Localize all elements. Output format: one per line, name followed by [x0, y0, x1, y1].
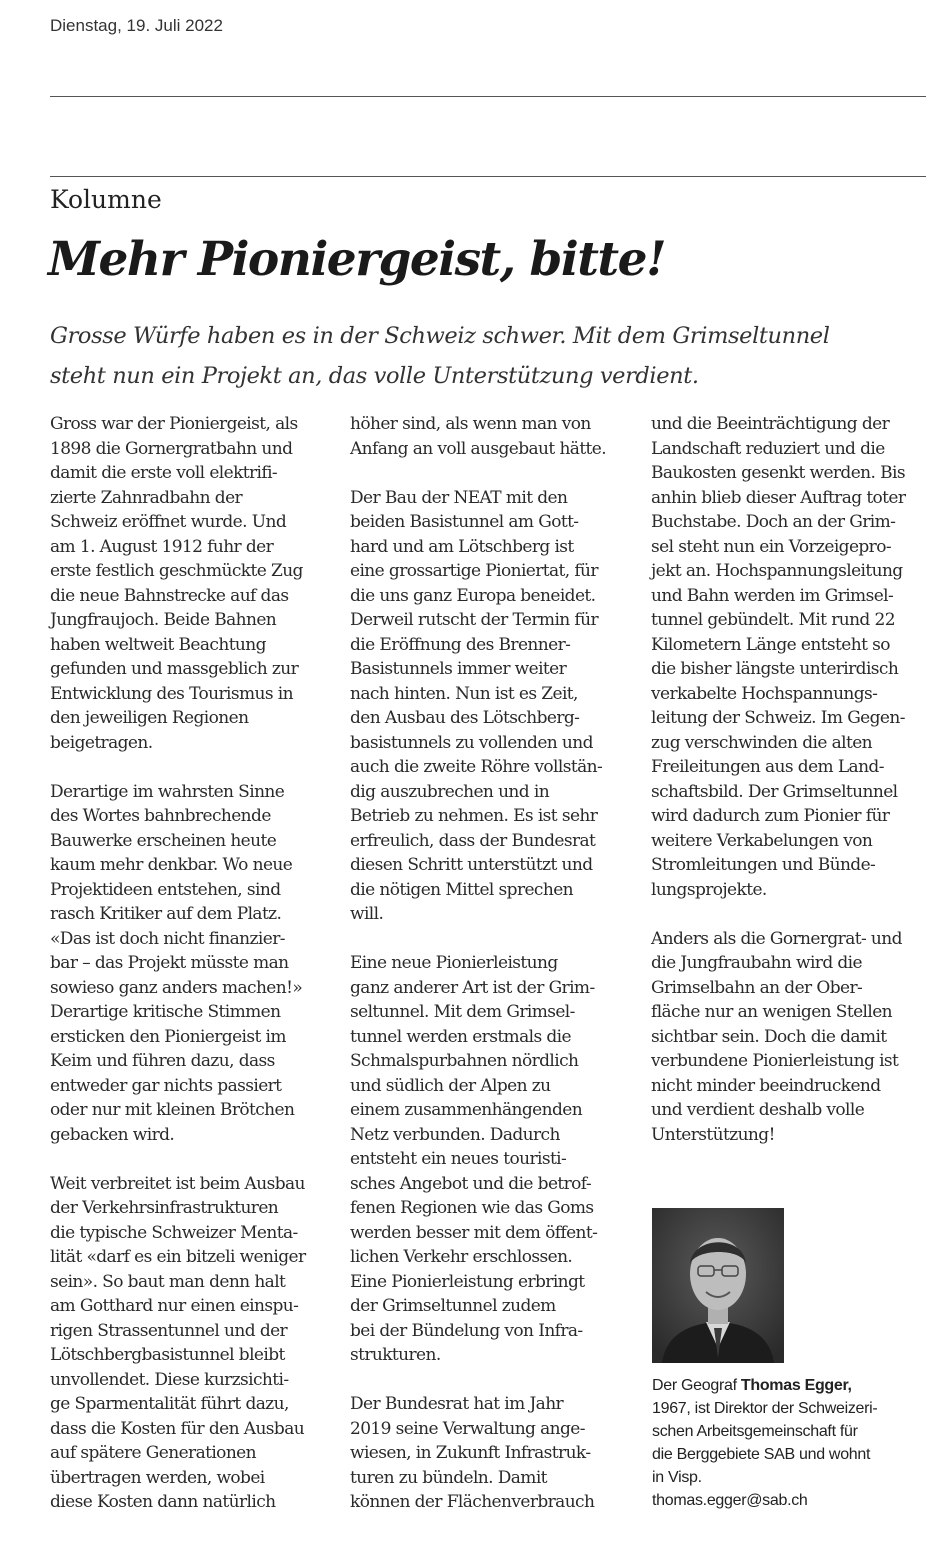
- body-line: die uns ganz Europa beneidet.: [350, 585, 596, 606]
- body-line: am Gotthard nur einen einspu-: [50, 1296, 299, 1316]
- article-paragraph: [50, 780, 330, 1148]
- body-line: Eine Pionierleistung erbringt: [350, 1271, 585, 1292]
- body-line: werden besser mit dem öffent-: [350, 1222, 598, 1243]
- body-line: Grimselbahn an der Ober-: [651, 977, 863, 998]
- body-line: hard und am Lötschberg ist: [350, 536, 574, 557]
- body-line: Unterstützung!: [651, 1124, 775, 1145]
- body-line: anhin blieb dieser Auftrag toter: [651, 487, 906, 508]
- body-line: gebacken wird.: [50, 1124, 175, 1145]
- bio-line: die Berggebiete SAB und wohnt: [652, 1446, 871, 1463]
- body-line: fenen Regionen wie das Goms: [350, 1198, 594, 1218]
- body-line: Entwicklung des Tourismus in: [50, 683, 293, 704]
- body-line: fläche nur an wenigen Stellen: [651, 1002, 893, 1022]
- article-paragraph: [651, 412, 926, 902]
- body-line: dig auszubrechen und in: [350, 781, 550, 802]
- body-line: will.: [350, 904, 384, 924]
- body-line: zug verschwinden die alten: [651, 732, 873, 753]
- publication-date: Dienstag, 19. Juli 2022: [50, 16, 223, 35]
- body-line: seltunnel. Mit dem Grimsel-: [350, 1002, 575, 1022]
- body-line: die bisher längste unterirdisch: [651, 659, 899, 679]
- body-line: den jeweiligen Regionen: [50, 708, 249, 728]
- body-line: tunnel gebündelt. Mit rund 22: [651, 610, 895, 630]
- body-line: die Eröffnung des Brenner-: [350, 634, 571, 655]
- body-line: einem zusammenhängenden: [350, 1100, 583, 1120]
- article-paragraph: [50, 412, 330, 755]
- bio-line: [652, 1374, 926, 1397]
- body-line: Kilometern Länge entsteht so: [651, 634, 890, 655]
- body-line: und Bahn werden im Grimsel-: [651, 585, 894, 606]
- body-line: nicht minder beeindruckend: [651, 1075, 881, 1096]
- article-headline: Mehr Pioniergeist, bitte!: [48, 232, 666, 287]
- body-line: übertragen werden, wobei: [50, 1467, 265, 1488]
- body-line: diesen Schritt unterstützt und: [350, 855, 593, 875]
- body-line: verkabelte Hochspannungs-: [651, 683, 878, 704]
- author-name: Thomas Egger,: [740, 1377, 852, 1394]
- article-column-1: [50, 412, 330, 1539]
- body-line: Schweiz eröffnet wurde. Und: [50, 512, 287, 532]
- body-line: damit die erste voll elektrifi-: [50, 463, 278, 483]
- body-line: rigen Strassentunnel und der: [50, 1320, 288, 1341]
- section-kicker: Kolumne: [50, 185, 162, 214]
- article-paragraph: [350, 412, 625, 461]
- body-line: der Verkehrsinfrastrukturen: [50, 1198, 279, 1218]
- body-line: Der Bundesrat hat im Jahr: [350, 1394, 564, 1414]
- body-line: leitung der Schweiz. Im Gegen-: [651, 708, 905, 728]
- body-line: wiesen, in Zukunft Infrastruk-: [350, 1443, 591, 1463]
- body-line: Bauwerke erscheinen heute: [50, 830, 277, 851]
- body-line: lungsprojekte.: [651, 879, 767, 900]
- body-line: rasch Kritiker auf dem Platz.: [50, 904, 282, 924]
- body-line: Eine neue Pionierleistung: [350, 953, 558, 973]
- body-line: Schmalspurbahnen nördlich: [350, 1051, 579, 1071]
- body-line: die typische Schweizer Menta-: [50, 1222, 298, 1243]
- author-email[interactable]: thomas.egger@sab.ch: [652, 1492, 808, 1509]
- body-line: oder nur mit kleinen Brötchen: [50, 1100, 295, 1120]
- body-line: unvollendet. Diese kurzsichti-: [50, 1369, 289, 1390]
- body-line: Freileitungen aus dem Land-: [651, 757, 884, 777]
- body-line: Gross war der Pioniergeist, als: [50, 414, 298, 434]
- author-portrait: [652, 1208, 784, 1363]
- body-line: gefunden und massgeblich zur: [50, 659, 299, 679]
- body-line: entsteht ein neues touristi-: [350, 1149, 567, 1169]
- body-line: und verdient deshalb volle: [651, 1100, 865, 1120]
- body-line: eine grossartige Pioniertat, für: [350, 561, 598, 581]
- body-line: die neue Bahnstrecke auf das: [50, 585, 289, 606]
- body-line: 1898 die Gornergratbahn und: [50, 438, 293, 459]
- body-line: Buchstabe. Doch an der Grim-: [651, 512, 896, 532]
- body-line: bar – das Projekt müsste man: [50, 953, 289, 973]
- top-divider: [50, 96, 926, 97]
- body-line: zierte Zahnradbahn der: [50, 487, 243, 508]
- body-line: entweder gar nichts passiert: [50, 1075, 282, 1096]
- body-line: sowieso ganz anders machen!»: [50, 977, 303, 998]
- body-line: beiden Basistunnel am Gott-: [350, 512, 579, 532]
- body-line: «Das ist doch nicht finanzier-: [50, 928, 285, 949]
- body-line: Derweil rutscht der Termin für: [350, 610, 598, 630]
- body-line: bei der Bündelung von Infra-: [350, 1320, 583, 1341]
- body-line: die nötigen Mittel sprechen: [350, 879, 574, 900]
- lead-line: Grosse Würfe haben es in der Schweiz schwer. Mit dem Grimseltunnel: [50, 323, 830, 349]
- body-line: Derartige kritische Stimmen: [50, 1002, 281, 1022]
- body-line: die Jungfraubahn wird die: [651, 953, 862, 973]
- body-line: des Wortes bahnbrechende: [50, 806, 271, 826]
- author-bio: [652, 1374, 926, 1512]
- body-line: können der Flächenverbrauch: [350, 1492, 595, 1512]
- body-line: erste festlich geschmückte Zug: [50, 561, 303, 581]
- article-paragraph: [350, 951, 625, 1368]
- article-paragraph: [350, 486, 625, 927]
- bio-line: schen Arbeitsgemeinschaft für: [652, 1423, 858, 1440]
- body-line: Der Bau der NEAT mit den: [350, 487, 568, 508]
- body-line: tunnel werden erstmals die: [350, 1026, 571, 1047]
- bio-line: 1967, ist Direktor der Schweizeri-: [652, 1400, 878, 1417]
- body-line: Derartige im wahrsten Sinne: [50, 781, 285, 802]
- body-line: 2019 seine Verwaltung ange-: [350, 1418, 585, 1439]
- body-line: den Ausbau des Lötschberg-: [350, 708, 580, 728]
- body-line: verbundene Pionierleistung ist: [651, 1051, 899, 1071]
- body-line: auf spätere Generationen: [50, 1443, 256, 1463]
- body-line: auch die zweite Röhre vollstän-: [350, 757, 603, 777]
- body-line: schaftsbild. Der Grimseltunnel: [651, 781, 898, 802]
- body-line: weitere Verkabelungen von: [651, 830, 873, 851]
- body-line: haben weltweit Beachtung: [50, 634, 266, 655]
- article-paragraph: [350, 1392, 625, 1515]
- body-line: Keim und führen dazu, dass: [50, 1051, 275, 1071]
- body-line: Stromleitungen und Bünde-: [651, 855, 876, 875]
- article-column-3: [651, 412, 926, 1172]
- body-line: lität «darf es ein bitzeli weniger: [50, 1247, 306, 1267]
- article-paragraph: [50, 1172, 330, 1515]
- body-line: jekt an. Hochspannungsleitung: [651, 561, 903, 581]
- body-line: diese Kosten dann natürlich: [50, 1492, 276, 1512]
- section-divider: [50, 176, 926, 177]
- body-line: wird dadurch zum Pionier für: [651, 806, 890, 826]
- body-line: der Grimseltunnel zudem: [350, 1296, 556, 1316]
- article-lead: [50, 316, 920, 396]
- body-line: ganz anderer Art ist der Grim-: [350, 977, 595, 998]
- body-line: basistunnels zu vollenden und: [350, 732, 593, 753]
- body-line: sein». So baut man denn halt: [50, 1271, 286, 1292]
- body-line: nach hinten. Nun ist es Zeit,: [350, 683, 578, 704]
- lead-line: steht nun ein Projekt an, das volle Unterstützung verdient.: [50, 363, 699, 389]
- body-line: Jungfraujoch. Beide Bahnen: [50, 610, 277, 630]
- body-line: kaum mehr denkbar. Wo neue: [50, 855, 293, 875]
- article-column-2: [350, 412, 625, 1539]
- body-line: Projektideen entstehen, sind: [50, 879, 281, 900]
- body-line: erfreulich, dass der Bundesrat: [350, 830, 596, 851]
- body-line: Baukosten gesenkt werden. Bis: [651, 463, 905, 483]
- body-line: und südlich der Alpen zu: [350, 1075, 551, 1096]
- body-line: lichen Verkehr erschlossen.: [350, 1247, 573, 1267]
- bio-prefix: Der Geograf: [652, 1377, 741, 1394]
- body-line: Lötschbergbasistunnel bleibt: [50, 1345, 285, 1365]
- body-line: beigetragen.: [50, 732, 153, 753]
- article-paragraph: [651, 927, 926, 1148]
- body-line: und die Beeinträchtigung der: [651, 414, 890, 434]
- body-line: am 1. August 1912 fuhr der: [50, 536, 274, 557]
- body-line: Betrieb zu nehmen. Es ist sehr: [350, 806, 598, 826]
- bio-line: in Visp.: [652, 1469, 702, 1486]
- body-line: sichtbar sein. Doch die damit: [651, 1026, 887, 1047]
- body-line: dass die Kosten für den Ausbau: [50, 1418, 305, 1439]
- body-line: sel steht nun ein Vorzeigepro-: [651, 536, 891, 557]
- body-line: Landschaft reduziert und die: [651, 438, 885, 459]
- body-line: Basistunnels immer weiter: [350, 659, 567, 679]
- body-line: ersticken den Pioniergeist im: [50, 1026, 286, 1047]
- body-line: sches Angebot und die betrof-: [350, 1173, 592, 1194]
- body-line: Anders als die Gornergrat- und: [651, 928, 902, 949]
- body-line: Netz verbunden. Dadurch: [350, 1124, 560, 1145]
- body-line: strukturen.: [350, 1345, 441, 1365]
- body-line: turen zu bündeln. Damit: [350, 1467, 547, 1488]
- body-line: höher sind, als wenn man von: [350, 414, 591, 434]
- body-line: ge Sparmentalität führt dazu,: [50, 1394, 289, 1414]
- body-line: Anfang an voll ausgebaut hätte.: [350, 438, 607, 459]
- body-line: Weit verbreitet ist beim Ausbau: [50, 1173, 305, 1194]
